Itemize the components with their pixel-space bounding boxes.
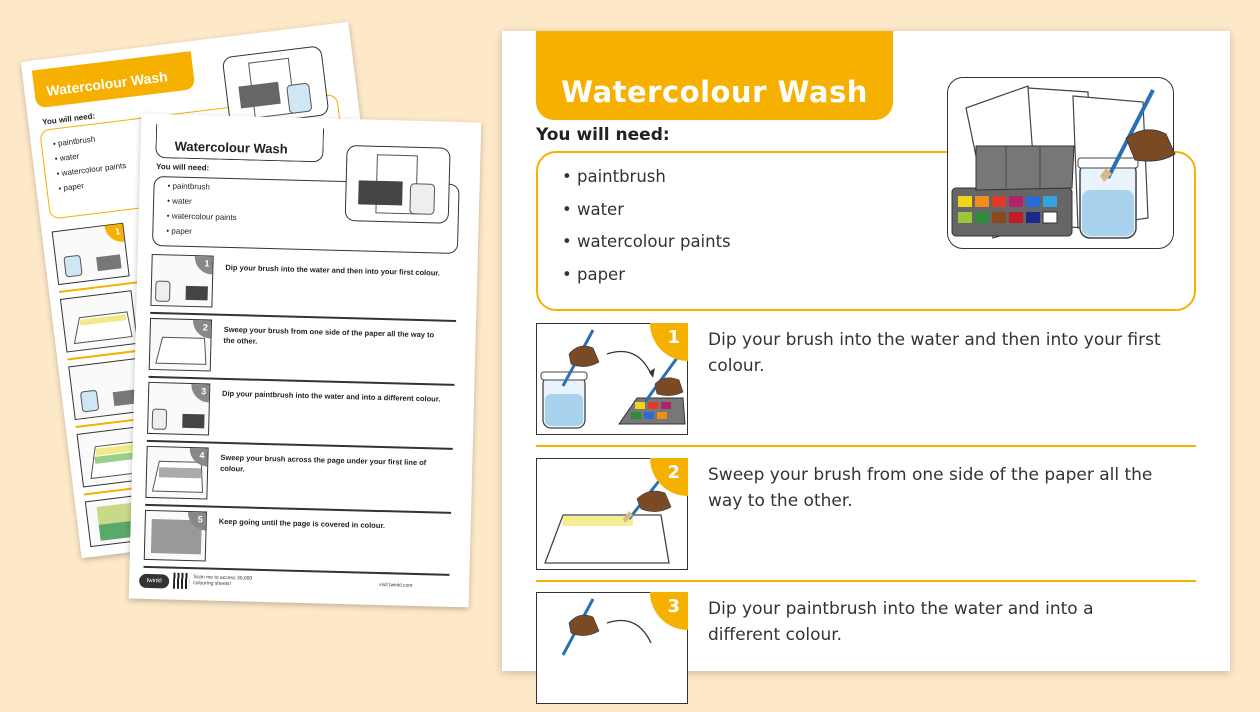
- page-title: Watercolour Wash: [561, 75, 868, 109]
- twinkl-logo: twinkl: [139, 574, 169, 589]
- mini-step-image-2: 2: [149, 318, 212, 372]
- footer-text: Scan me to access 30,000 colouring sheets!: [193, 574, 253, 588]
- material-item: • paper: [562, 265, 731, 298]
- mini-need-label: You will need:: [155, 162, 210, 173]
- materials-list: [562, 167, 731, 297]
- step-number-3: 3: [650, 592, 688, 630]
- mini-step-text-2: Sweep your brush from one side of the paper all the way to the other.: [223, 324, 435, 346]
- mini-step-image-3: 3: [147, 382, 210, 436]
- material-item: • water: [562, 200, 731, 233]
- mini-title: Watercolour Wash: [155, 124, 324, 162]
- mini-rule: [144, 566, 450, 576]
- step-divider: [536, 445, 1196, 447]
- mini-step-text-1: Dip your brush into the water and then into your first colour.: [225, 262, 441, 278]
- step-text-3: Dip your paintbrush into the water and into a different colour.: [708, 599, 1094, 645]
- supplies-picture: [947, 77, 1174, 249]
- mini-step-text-3: Dip your paintbrush into the water and into a different colour.: [221, 388, 441, 404]
- mini-materials-list: • paintbrush • water • watercolour paints • paper: [52, 134, 127, 194]
- step-2: [536, 458, 1196, 578]
- step-image-2: [536, 458, 688, 570]
- worksheet-page: [502, 31, 1230, 671]
- you-will-need-label: You will need:: [536, 125, 670, 145]
- mini-supplies-picture: [345, 145, 451, 224]
- step-3: [536, 592, 1196, 712]
- footer-url: visit twinkl.com: [379, 582, 413, 589]
- qr-code-icon: [173, 573, 189, 589]
- mini-step-image-4: 4: [145, 446, 208, 500]
- preview-sheet-bw: [129, 114, 482, 608]
- mini-need-label: You will need:: [41, 111, 96, 127]
- paint-palette-icon: [952, 146, 1074, 236]
- step-text-1: Dip your brush into the water and then into your first colour.: [708, 330, 1161, 376]
- step-1: [536, 323, 1196, 443]
- title-tab: [536, 31, 893, 120]
- material-item: • paintbrush: [562, 167, 731, 200]
- step-image-3: [536, 592, 688, 704]
- paintbrush-icon: [563, 599, 599, 655]
- material-item: • watercolour paints: [562, 232, 731, 265]
- step-number-2: 2: [650, 458, 688, 496]
- step-text-2: Sweep your brush from one side of the paper all the way to the other.: [708, 465, 1153, 511]
- mini-title: Watercolour Wash: [32, 51, 195, 108]
- water-jar-icon: [541, 372, 587, 428]
- step-number-1: 1: [650, 323, 688, 361]
- mini-step-image-1: 1: [52, 223, 130, 285]
- mini-step-image-2: [60, 290, 138, 352]
- step-divider: [536, 580, 1196, 582]
- paint-palette-icon: [619, 398, 685, 424]
- mini-step-image-5: 5: [144, 510, 207, 562]
- mini-step-image-1: 1: [150, 254, 213, 308]
- mini-supplies-picture: [222, 45, 330, 127]
- mini-step-text-5: Keep going until the page is covered in colour.: [218, 516, 386, 531]
- mini-step-text-4: Sweep your brush across the page under your first line of colour.: [220, 452, 427, 474]
- mini-materials-list: • paintbrush • water • watercolour paints • paper: [166, 181, 237, 236]
- step-image-1: [536, 323, 688, 435]
